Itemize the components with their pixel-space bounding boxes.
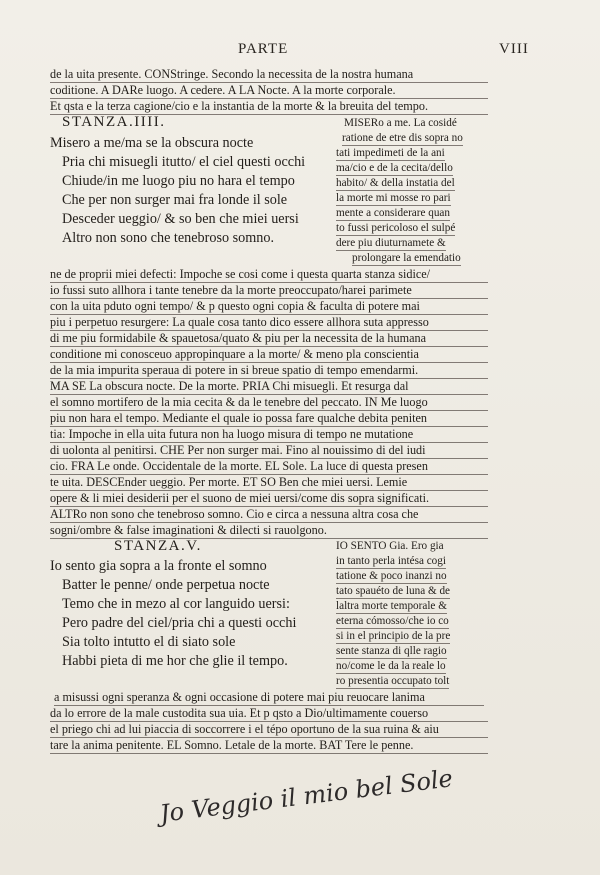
verse-line: Che per non surger mai fra londe il sole (62, 192, 288, 208)
commentary-line: ratione de etre dis sopra no (342, 132, 463, 144)
commentary-line: no/come le da la reale lo (336, 660, 446, 672)
text-line: tia: Impoche in ella uita futura non ha luogo misura di tempo ne mutatione (50, 427, 488, 443)
commentary-line: mente a considerare quan (336, 207, 450, 219)
commentary-line: ma/cio e de la cecita/dello (336, 162, 453, 174)
commentary-line: tatione & poco inanzi no (336, 570, 447, 582)
page-header (0, 41, 600, 65)
commentary-line: laltra morte temporale & (336, 600, 447, 612)
text-line: io fussi suto allhora i tante tenebre da la morte preoccupato/harei parimete (50, 283, 488, 299)
commentary-line: tato spauéto de luna & de (336, 585, 451, 597)
text-line: sogni/ombre & false imaginationi & dilecti si rauolgono. (50, 523, 488, 539)
text-line: conditione mi conosceuo appropinquare a la morte/ & meno pla conscientia (50, 347, 488, 363)
text-line: da lo errore de la male custodita sua uia. Et p qsto a Dio/ultimamente couerso (50, 706, 488, 722)
verse-line: Desceder ueggio/ & so ben che miei uersi (62, 211, 299, 227)
handwritten-inscription: Jo Veggio il mio bel Sole (158, 764, 455, 828)
commentary-line: MISERo a me. La cosidé (344, 117, 457, 129)
verse-line: Pria chi misuegli itutto/ el ciel questi occhi (62, 154, 306, 170)
verse-line: Temo che in mezo al cor languido uersi: (62, 596, 290, 612)
section-title: PARTE (238, 41, 289, 57)
text-line: di uolonta al penitirsi. CHE Per non surger mai. Fino al nouissimo di del iudi (50, 443, 488, 459)
verse-line: Pero padre del ciel/pria chi a questi occhi (62, 615, 297, 631)
commentary-line: si in el principio de la pre (336, 630, 451, 642)
text-line: piu non hara el tempo. Mediante el quale io possa fare qualche debita peniten (50, 411, 488, 427)
text-line: di me piu formidabile & spauetosa/quato & piu per la necessita de la humana (50, 331, 488, 347)
verse-line: Sia tolto intutto el di siato sole (62, 634, 236, 650)
verse-line: Io sento gia sopra a la fronte el somno (50, 558, 267, 574)
text-line: ALTRo non sono che tenebroso somno. Cio e circa a nessuna altra cosa che (50, 507, 488, 523)
commentary-line: prolongare la emendatio (352, 252, 461, 264)
verse-line: Habbi pieta di me hor che glie il tempo. (62, 653, 288, 669)
page-number: VIII (499, 41, 529, 57)
text-line: el priego chi ad lui piaccia di soccorrere i el tépo oportuno de la sua ruina & aiu (50, 722, 488, 738)
text-line: opere & li miei desiderii per el suono de miei uersi/come dis sopra significati. (50, 491, 488, 507)
verse-line: Chiude/in me luogo piu no hara el tempo (62, 173, 295, 189)
text-line: ne de proprii miei defecti: Impoche se cosi come i questa quarta stanza sidice/ (50, 267, 488, 283)
stanza-heading: STANZA.IIII. (62, 114, 166, 130)
commentary-line: habito/ & della instatia del (336, 177, 455, 189)
text-line: tare la anima penitente. EL Somno. Letale de la morte. BAT Tere le penne. (50, 738, 488, 754)
commentary-line: dere piu diuturnamete & (336, 237, 446, 249)
commentary-line: in tanto perla intésa cogi (336, 555, 446, 567)
text-line: de la mia impurita speraua di potere in si breue spatio di tempo emendarmi. (50, 363, 488, 379)
text-line: a misussi ogni speranza & ogni occasione di potere mai piu reuocare lanima (54, 690, 484, 706)
commentary-line: to fussi pericoloso el sulpé (336, 222, 456, 234)
text-line: te uita. DESCEnder ueggio. Per morte. ET SO Ben che miei uersi. Lemie (50, 475, 488, 491)
verse-line: Altro non sono che tenebroso somno. (62, 230, 274, 246)
verse-line: Batter le penne/ onde perpetua nocte (62, 577, 270, 593)
text-line: cio. FRA Le onde. Occidentale de la morte. EL Sole. La luce di questa presen (50, 459, 488, 475)
text-line: Et qsta e la terza cagione/cio e la instantia de la morte & la breuita del tempo. (50, 99, 488, 115)
commentary-line: IO SENTO Gia. Ero gia (336, 540, 444, 552)
text-line: piu i perpetuo resurgere: La quale cosa tanto dico essere allhora suta appresso (50, 315, 488, 331)
commentary-line: la morte mi mosse ro pari (336, 192, 451, 204)
verse-line: Misero a me/ma se la obscura nocte (50, 135, 254, 151)
commentary-line: sente stanza di qlle ragio (336, 645, 447, 657)
text-line: el somno mortifero de la mia cecita & da le tenebre del peccato. IN Me luogo (50, 395, 488, 411)
text-line: coditione. A DARe luogo. A cedere. A LA Nocte. A la morte corporale. (50, 83, 488, 99)
text-line: MA SE La obscura nocte. De la morte. PRIA Chi misuegli. Et resurga dal (50, 379, 488, 395)
text-line: de la uita presente. CONStringe. Secondo la necessita de la nostra humana (50, 67, 488, 83)
commentary-line: ro presentia occupato tolt (336, 675, 450, 687)
text-line: con la uita pduto ogni tempo/ & p questo ogni copia & faculta di potere mai (50, 299, 488, 315)
stanza-heading: STANZA.V. (114, 538, 202, 554)
commentary-line: tati impedimeti de la ani (336, 147, 445, 159)
commentary-line: eterna cómosso/che io co (336, 615, 449, 627)
